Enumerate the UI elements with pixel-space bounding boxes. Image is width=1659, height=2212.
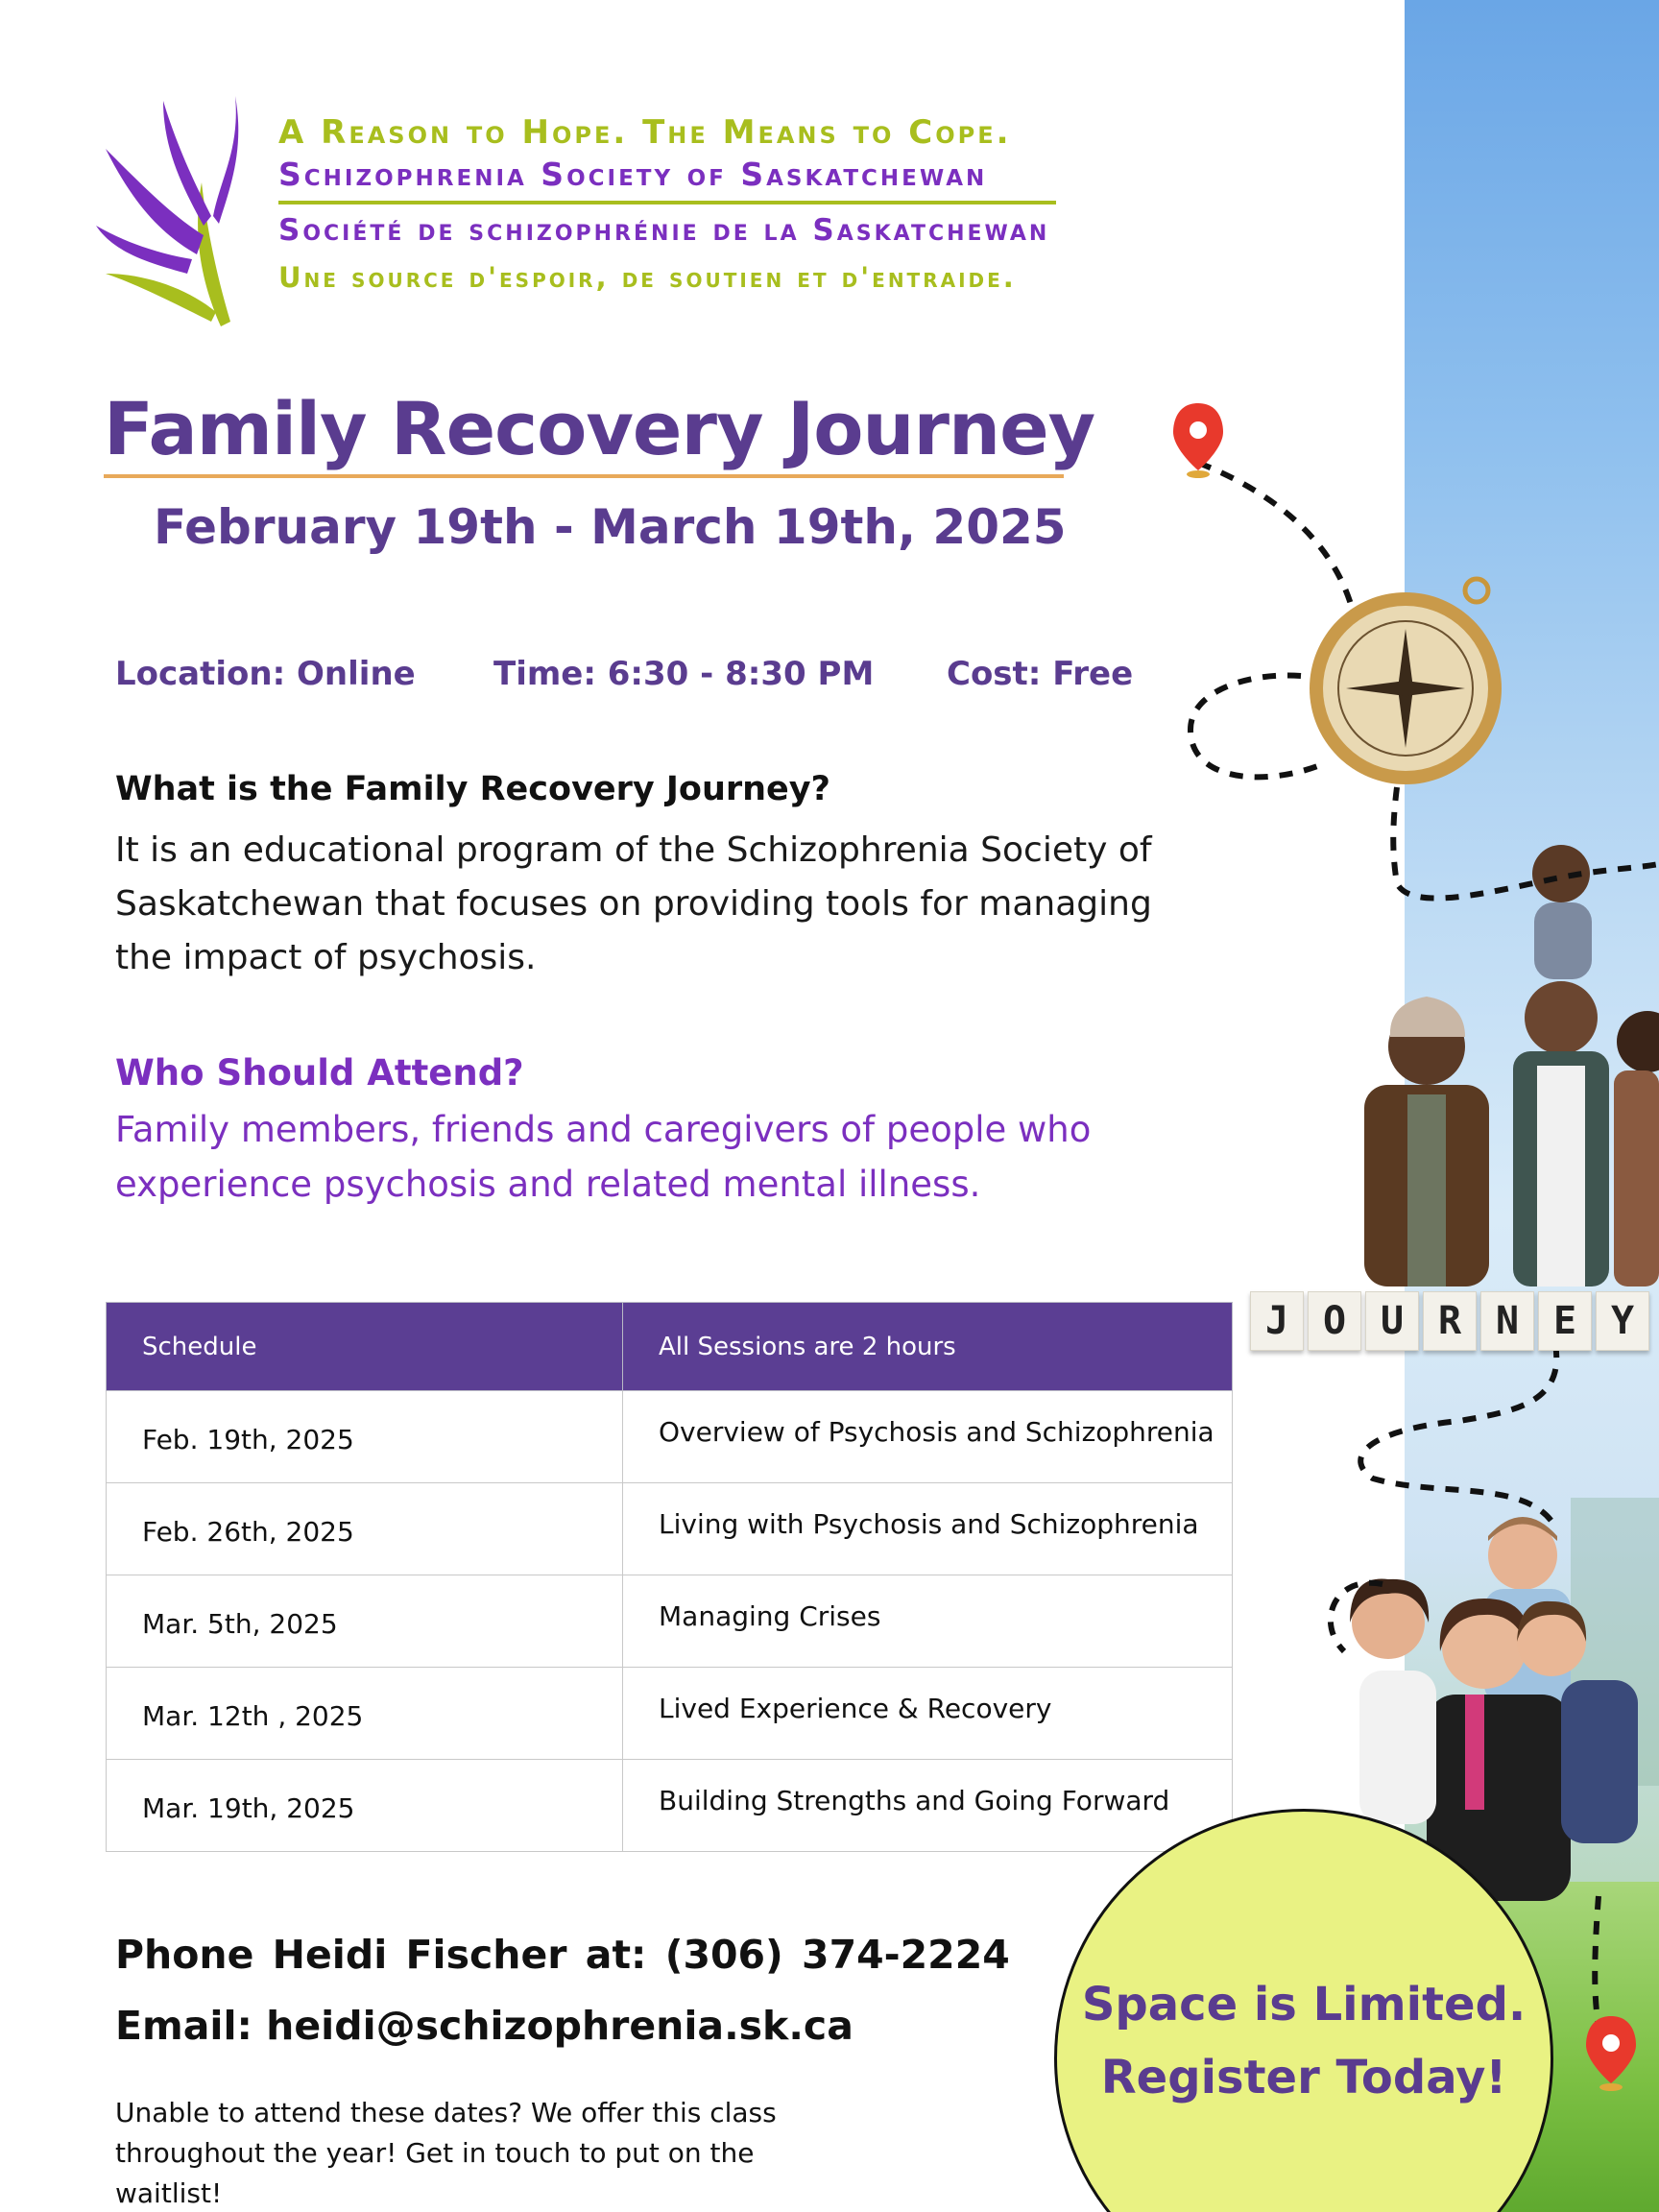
sessions-column-header: All Sessions are 2 hours — [623, 1303, 1233, 1391]
title-underline — [104, 474, 1064, 478]
event-time: Time: 6:30 - 8:30 PM — [493, 655, 875, 693]
schedule-column-header: Schedule — [107, 1303, 623, 1391]
session-topic: Overview of Psychosis and Schizophrenia — [623, 1391, 1233, 1483]
register-callout-text — [1054, 1968, 1553, 2114]
letter-tile: R — [1423, 1291, 1477, 1351]
society-logo — [96, 91, 240, 331]
session-topic: Building Strengths and Going Forward — [623, 1760, 1233, 1852]
audience-text: Family members, friends and caregivers of people who experience psychosis and related mental illness. — [115, 1109, 1092, 1205]
contact-phone: Phone Heidi Fischer at: (306) 374-2224 — [115, 1932, 1010, 1978]
audience-heading: Who Should Attend? — [115, 1052, 524, 1094]
org-name-french: Société de schizophrénie de la Saskatchewan — [278, 213, 1050, 248]
org-name-english: Schizophrenia Society of Saskatchewan — [278, 156, 988, 193]
session-date: Mar. 5th, 2025 — [107, 1575, 623, 1668]
tagline-divider — [278, 201, 1056, 204]
family-photo-top — [1321, 835, 1659, 1286]
about-heading: What is the Family Recovery Journey? — [115, 770, 830, 808]
table-row — [107, 1760, 1233, 1852]
letter-tile: J — [1250, 1291, 1304, 1351]
page-title: Family Recovery Journey — [104, 386, 1095, 471]
session-date: Mar. 12th , 2025 — [107, 1668, 623, 1760]
event-cost: Cost: Free — [947, 655, 1134, 693]
tagline-english: A Reason to Hope. The Means to Cope. — [278, 113, 1012, 152]
waitlist-note: Unable to attend these dates? We offer this class throughout the year! Get in touch to put on the waitlist! — [115, 2097, 777, 2209]
session-topic: Living with Psychosis and Schizophrenia — [623, 1483, 1233, 1575]
event-dates: February 19th - March 19th, 2025 — [154, 499, 1067, 555]
callout-line-2: Register Today! — [1100, 2051, 1507, 2104]
letter-tile: U — [1365, 1291, 1419, 1351]
session-topic: Managing Crises — [623, 1575, 1233, 1668]
letter-tile: E — [1538, 1291, 1592, 1351]
table-row — [107, 1391, 1233, 1483]
letter-tile: O — [1308, 1291, 1361, 1351]
journey-letter-tiles — [1250, 1291, 1649, 1355]
table-row — [107, 1483, 1233, 1575]
about-text: It is an educational program of the Schizophrenia Society of Saskatchewan that focuses on providing tools for managing the impact of psychosis. — [115, 830, 1152, 977]
session-date: Mar. 19th, 2025 — [107, 1760, 623, 1852]
map-pin-icon — [1173, 403, 1223, 478]
letter-tile: Y — [1596, 1291, 1649, 1351]
letter-tile: N — [1480, 1291, 1534, 1351]
event-location: Location: Online — [115, 655, 416, 693]
table-row — [107, 1575, 1233, 1668]
schedule-table — [106, 1302, 1233, 1852]
tagline-french: Une source d'espoir, de soutien et d'entraide. — [278, 261, 1017, 294]
contact-email: Email: heidi@schizophrenia.sk.ca — [115, 2003, 854, 2049]
table-header-row — [107, 1303, 1233, 1391]
session-date: Feb. 26th, 2025 — [107, 1483, 623, 1575]
table-row — [107, 1668, 1233, 1760]
session-date: Feb. 19th, 2025 — [107, 1391, 623, 1483]
session-topic: Lived Experience & Recovery — [623, 1668, 1233, 1760]
callout-line-1: Space is Limited. — [1081, 1978, 1527, 2032]
